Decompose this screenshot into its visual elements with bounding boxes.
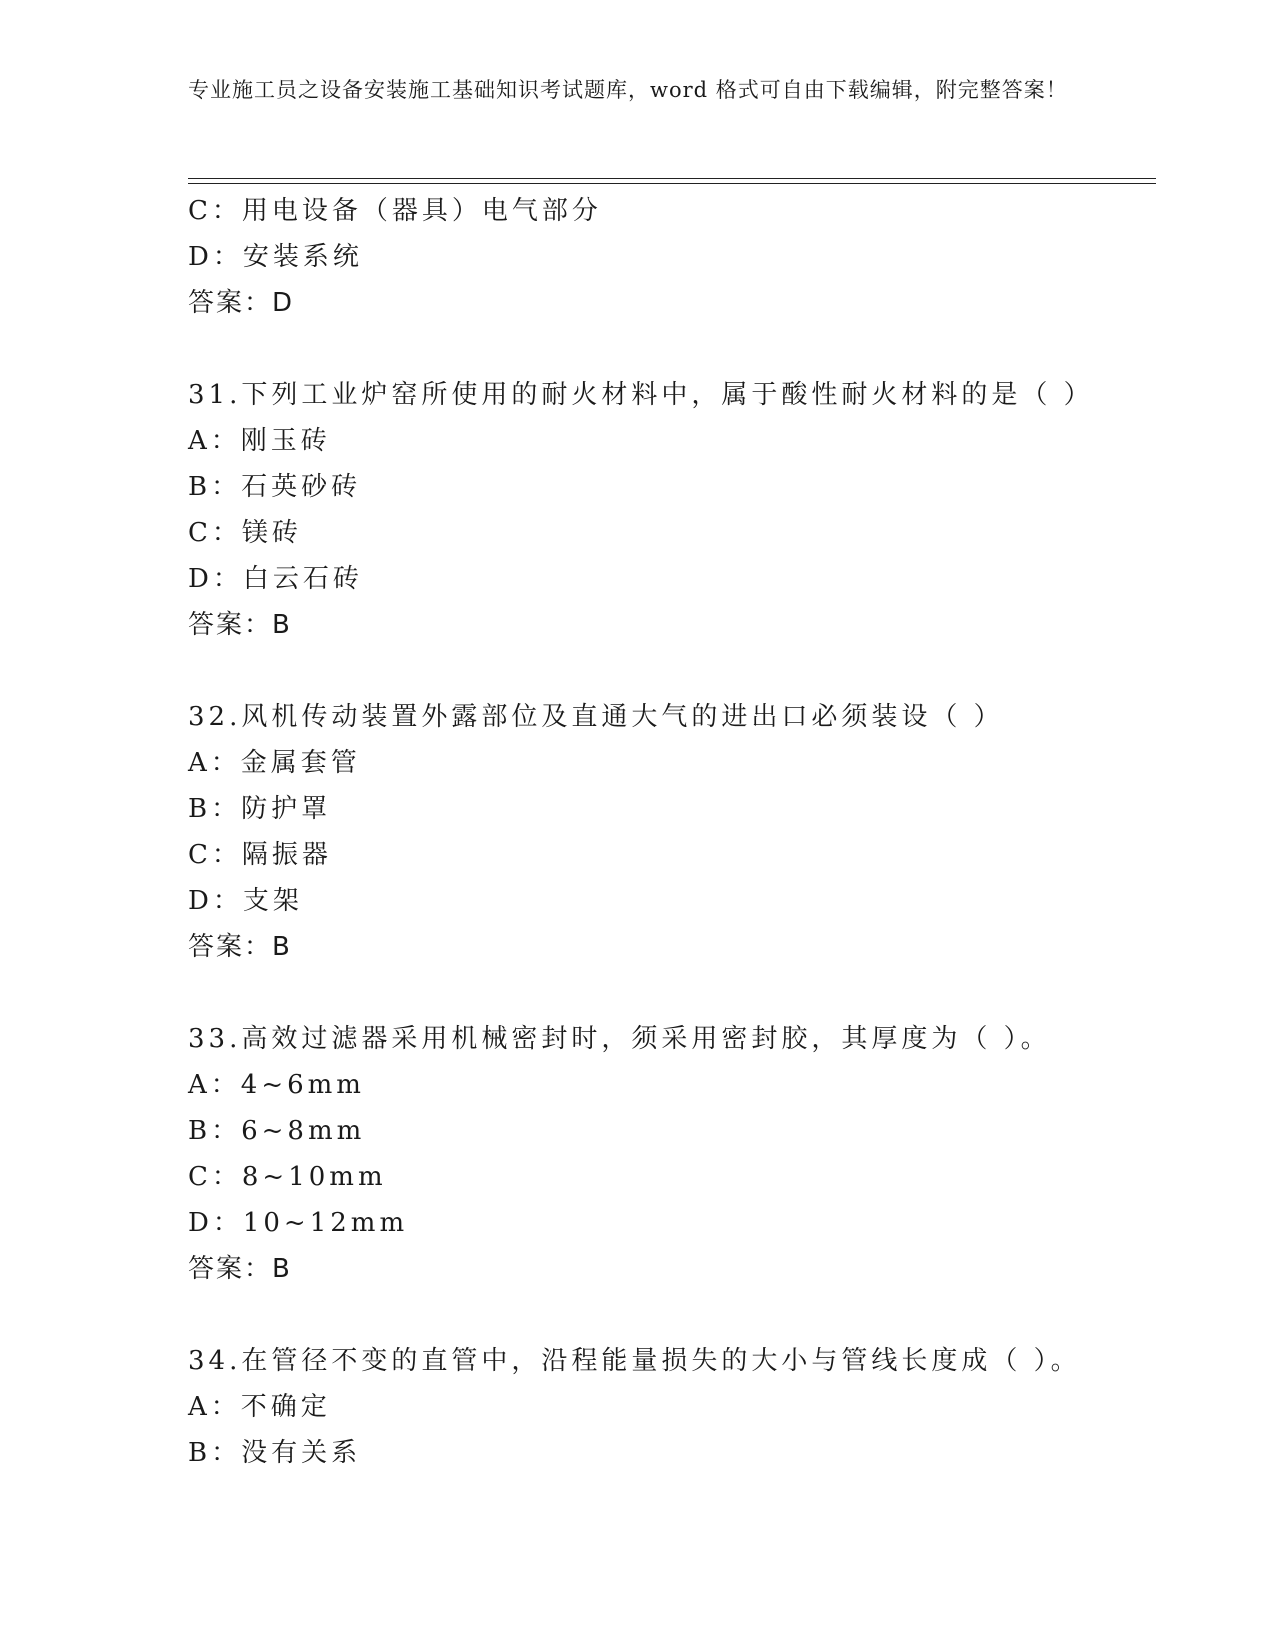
spacer <box>188 970 1148 1016</box>
option-d: D：白云石砖 <box>188 564 363 594</box>
question-content <box>188 188 1148 1476</box>
question-33: 33.高效过滤器采用机械密封时，须采用密封胶，其厚度为（ ）。 <box>188 1024 1051 1054</box>
option-d: D：10~12mm <box>188 1208 409 1238</box>
option-a: A：金属套管 <box>188 748 361 778</box>
spacer <box>188 648 1148 694</box>
option-b: B：没有关系 <box>188 1438 362 1468</box>
answer-line: 答案：B <box>188 932 292 962</box>
option-c: C：用电设备（器具）电气部分 <box>188 196 602 226</box>
answer-line: 答案：B <box>188 1254 292 1284</box>
option-b: B：防护罩 <box>188 794 332 824</box>
question-31: 31.下列工业炉窑所使用的耐火材料中，属于酸性耐火材料的是（ ） <box>188 380 1094 410</box>
option-a: A：不确定 <box>188 1392 331 1422</box>
answer-line: 答案：B <box>188 610 292 640</box>
spacer <box>188 1292 1148 1338</box>
answer-line: 答案：D <box>188 288 295 318</box>
option-d: D：支架 <box>188 886 303 916</box>
spacer <box>188 326 1148 372</box>
question-34: 34.在管径不变的直管中，沿程能量损失的大小与管线长度成（ ）。 <box>188 1346 1081 1376</box>
option-c: C：8~10mm <box>188 1162 387 1192</box>
option-b: B：6~8mm <box>188 1116 366 1146</box>
option-b: B：石英砂砖 <box>188 472 362 502</box>
option-a: A：4~6mm <box>188 1070 365 1100</box>
header-divider-thick <box>188 178 1156 179</box>
question-32: 32.风机传动装置外露部位及直通大气的进出口必须装设（ ） <box>188 702 1004 732</box>
option-d: D：安装系统 <box>188 242 363 272</box>
header-divider-thin <box>188 183 1156 184</box>
option-c: C：隔振器 <box>188 840 332 870</box>
document-header: 专业施工员之设备安装施工基础知识考试题库，word 格式可自由下载编辑，附完整答案！ <box>188 78 1068 102</box>
option-c: C：镁砖 <box>188 518 302 548</box>
option-a: A：刚玉砖 <box>188 426 331 456</box>
